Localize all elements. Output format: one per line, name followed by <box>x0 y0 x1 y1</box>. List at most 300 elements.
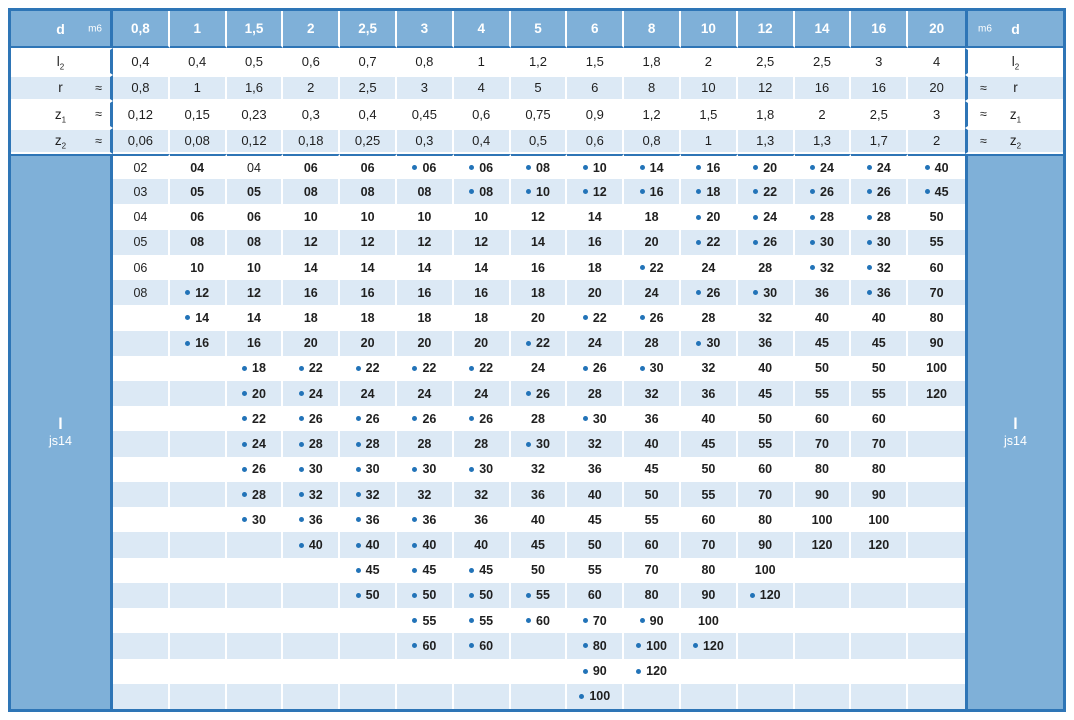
length-value-cell <box>908 482 965 507</box>
length-value-cell: 90 <box>681 583 738 608</box>
length-value-cell: 26 <box>567 356 624 381</box>
diameter-header-cell: 16 <box>851 11 908 48</box>
length-value-cell <box>170 406 227 431</box>
length-value-cell: 32 <box>454 482 511 507</box>
length-value-cell: 10 <box>227 255 284 280</box>
dot-marker <box>242 492 247 497</box>
dot-marker <box>867 240 872 245</box>
spec-value-cell: 1 <box>681 128 738 155</box>
length-value-cell: 40 <box>340 532 397 557</box>
length-value-cell: 28 <box>567 381 624 406</box>
length-value-cell <box>795 608 852 633</box>
dot-marker <box>696 341 701 346</box>
dot-marker <box>696 189 701 194</box>
length-value-cell <box>170 558 227 583</box>
diameter-header-cell: 14 <box>795 11 852 48</box>
length-value-cell <box>113 507 170 532</box>
length-value-cell: 20 <box>454 331 511 356</box>
length-value-cell: 26 <box>795 179 852 204</box>
length-value-cell <box>681 684 738 709</box>
length-value-cell: 32 <box>340 482 397 507</box>
length-value-cell <box>851 684 908 709</box>
dot-marker <box>753 240 758 245</box>
length-value-cell <box>851 583 908 608</box>
dot-marker <box>469 618 474 623</box>
dot-marker <box>526 593 531 598</box>
length-value-cell: 55 <box>795 381 852 406</box>
dot-marker <box>242 517 247 522</box>
length-value-cell <box>624 684 681 709</box>
spec-value-cell: 0,75 <box>511 101 568 128</box>
spec-value-cell: 0,3 <box>283 101 340 128</box>
length-value-cell <box>738 633 795 658</box>
length-value-cell <box>170 684 227 709</box>
length-value-cell: 55 <box>738 431 795 456</box>
length-value-cell <box>227 608 284 633</box>
dot-marker <box>412 568 417 573</box>
length-value-cell <box>283 633 340 658</box>
length-value-cell: 45 <box>795 331 852 356</box>
dot-marker <box>867 265 872 270</box>
length-value-cell: 14 <box>227 305 284 330</box>
length-value-cell: 28 <box>511 406 568 431</box>
length-value-cell <box>113 305 170 330</box>
length-value-cell: 40 <box>397 532 454 557</box>
length-value-cell: 36 <box>567 457 624 482</box>
dot-marker <box>583 618 588 623</box>
length-value-cell: 16 <box>567 230 624 255</box>
spec-value-cell: 1,8 <box>738 101 795 128</box>
length-value-cell: 14 <box>624 154 681 179</box>
length-value-cell: 18 <box>340 305 397 330</box>
length-value-cell: 14 <box>283 255 340 280</box>
length-value-cell: 40 <box>851 305 908 330</box>
length-value-cell <box>795 659 852 684</box>
length-value-cell <box>908 608 965 633</box>
length-value-cell: 50 <box>397 583 454 608</box>
length-value-cell: 16 <box>624 179 681 204</box>
length-value-cell <box>283 684 340 709</box>
length-value-cell: 40 <box>567 482 624 507</box>
length-value-cell: 60 <box>397 633 454 658</box>
dot-marker <box>356 568 361 573</box>
approx-symbol: ≈ <box>979 80 987 95</box>
dot-marker <box>693 643 698 648</box>
length-value-cell <box>227 633 284 658</box>
diameter-header-cell: 20 <box>908 11 965 48</box>
length-value-cell: 36 <box>851 280 908 305</box>
length-value-cell: 14 <box>340 255 397 280</box>
approx-symbol: ≈ <box>979 133 987 148</box>
length-value-cell: 30 <box>567 406 624 431</box>
dot-marker <box>696 290 701 295</box>
length-value-cell <box>113 406 170 431</box>
length-value-cell: 100 <box>851 507 908 532</box>
length-value-cell <box>340 608 397 633</box>
length-value-cell: 24 <box>681 255 738 280</box>
spec-value-cell: 0,9 <box>567 101 624 128</box>
dot-marker <box>583 366 588 371</box>
length-value-cell: 10 <box>283 204 340 229</box>
dot-marker <box>412 416 417 421</box>
length-value-cell: 14 <box>567 204 624 229</box>
dot-marker <box>526 442 531 447</box>
diameter-header-cell: 3 <box>397 11 454 48</box>
length-value-cell <box>170 482 227 507</box>
length-value-cell: 06 <box>170 204 227 229</box>
length-value-cell <box>511 659 568 684</box>
length-value-cell: 06 <box>113 255 170 280</box>
length-value-cell: 90 <box>851 482 908 507</box>
spec-value-cell: 8 <box>624 75 681 102</box>
length-value-cell: 60 <box>454 633 511 658</box>
spec-value-cell: 0,8 <box>397 48 454 75</box>
dot-marker <box>469 189 474 194</box>
length-value-cell: 80 <box>681 558 738 583</box>
diameter-header-cell: 0,8 <box>113 11 170 48</box>
dot-marker <box>640 165 645 170</box>
length-value-cell: 70 <box>908 280 965 305</box>
fit-label: m6 <box>88 23 102 34</box>
length-value-cell <box>113 558 170 583</box>
length-value-cell: 24 <box>567 331 624 356</box>
length-value-cell: 28 <box>340 431 397 456</box>
length-value-cell: 40 <box>624 431 681 456</box>
length-value-cell: 06 <box>340 154 397 179</box>
length-value-cell: 22 <box>681 230 738 255</box>
length-value-cell: 60 <box>851 406 908 431</box>
spec-symbol: $z_2$ <box>1009 133 1022 151</box>
length-value-cell: 18 <box>511 280 568 305</box>
length-value-cell: 26 <box>511 381 568 406</box>
length-value-cell: 50 <box>908 204 965 229</box>
dot-marker <box>583 416 588 421</box>
dot-marker <box>412 165 417 170</box>
length-value-cell <box>227 684 284 709</box>
dot-marker <box>925 165 930 170</box>
length-value-cell: 32 <box>738 305 795 330</box>
dot-marker <box>526 341 531 346</box>
length-value-cell: 20 <box>227 381 284 406</box>
length-value-cell: 24 <box>795 154 852 179</box>
length-value-cell: 16 <box>397 280 454 305</box>
length-value-cell: 22 <box>340 356 397 381</box>
length-value-cell <box>170 532 227 557</box>
length-value-cell: 20 <box>511 305 568 330</box>
dot-marker <box>469 593 474 598</box>
dot-marker <box>583 643 588 648</box>
length-value-cell: 28 <box>283 431 340 456</box>
dot-marker <box>299 416 304 421</box>
dot-marker <box>185 315 190 320</box>
length-value-cell <box>170 457 227 482</box>
dot-marker <box>753 189 758 194</box>
spec-value-cell: 1,2 <box>624 101 681 128</box>
length-value-cell: 26 <box>397 406 454 431</box>
length-value-cell: 80 <box>624 583 681 608</box>
dot-marker <box>640 618 645 623</box>
length-value-cell: 32 <box>511 457 568 482</box>
length-value-cell: 36 <box>397 507 454 532</box>
length-value-cell: 50 <box>851 356 908 381</box>
length-value-cell: 26 <box>681 280 738 305</box>
length-value-cell: 40 <box>454 532 511 557</box>
length-value-cell: 20 <box>397 331 454 356</box>
diameter-header-cell: 5 <box>511 11 568 48</box>
length-value-cell: 12 <box>454 230 511 255</box>
length-value-cell: 32 <box>397 482 454 507</box>
diameter-header-cell: 1,5 <box>227 11 284 48</box>
length-value-cell: 28 <box>851 204 908 229</box>
spec-value-cell: 2 <box>795 101 852 128</box>
length-value-cell <box>283 583 340 608</box>
length-value-cell: 60 <box>511 608 568 633</box>
length-value-cell <box>851 608 908 633</box>
length-value-cell: 100 <box>624 633 681 658</box>
spec-value-cell: 0,4 <box>113 48 170 75</box>
dot-marker <box>583 315 588 320</box>
dot-marker <box>299 366 304 371</box>
length-value-cell: 22 <box>511 331 568 356</box>
diameter-header-cell: 6 <box>567 11 624 48</box>
dot-marker <box>185 341 190 346</box>
length-value-cell: 18 <box>454 305 511 330</box>
length-value-cell: 30 <box>511 431 568 456</box>
length-value-cell: 40 <box>681 406 738 431</box>
length-value-cell: 04 <box>227 154 284 179</box>
length-value-cell: 26 <box>454 406 511 431</box>
length-value-cell: 16 <box>454 280 511 305</box>
dot-marker <box>185 290 190 295</box>
dot-marker <box>750 593 755 598</box>
dot-marker <box>299 391 304 396</box>
spec-row-label-left <box>11 128 113 155</box>
length-value-cell <box>113 583 170 608</box>
length-value-cell: 32 <box>681 356 738 381</box>
dot-marker <box>810 165 815 170</box>
length-value-cell <box>738 608 795 633</box>
length-value-cell: 08 <box>454 179 511 204</box>
spec-value-cell: 0,4 <box>170 48 227 75</box>
length-value-cell: 06 <box>283 154 340 179</box>
length-value-cell: 08 <box>397 179 454 204</box>
length-value-cell: 12 <box>511 204 568 229</box>
length-value-cell: 45 <box>340 558 397 583</box>
length-value-cell: 12 <box>283 230 340 255</box>
dot-marker <box>696 215 701 220</box>
length-value-cell: 28 <box>795 204 852 229</box>
size-header-left <box>11 11 113 48</box>
diameter-header-cell: 12 <box>738 11 795 48</box>
length-value-cell <box>908 406 965 431</box>
length-value-cell <box>454 684 511 709</box>
length-value-cell <box>851 659 908 684</box>
spec-value-cell: 1 <box>454 48 511 75</box>
dot-marker <box>356 467 361 472</box>
length-value-cell: 36 <box>624 406 681 431</box>
length-value-cell <box>908 583 965 608</box>
spec-row-label-right <box>965 128 1063 155</box>
length-value-cell: 70 <box>567 608 624 633</box>
spec-symbol: $l_2$ <box>1011 53 1020 72</box>
spec-value-cell: 1,6 <box>227 75 284 102</box>
dot-marker <box>753 290 758 295</box>
spec-value-cell: 2 <box>908 128 965 155</box>
length-value-cell: 24 <box>511 356 568 381</box>
length-value-cell: 36 <box>454 507 511 532</box>
dot-marker <box>356 442 361 447</box>
length-value-cell: 18 <box>567 255 624 280</box>
length-value-cell: 45 <box>511 532 568 557</box>
length-value-cell <box>283 558 340 583</box>
length-value-cell: 60 <box>908 255 965 280</box>
length-value-cell: 45 <box>567 507 624 532</box>
length-value-cell: 55 <box>908 230 965 255</box>
length-value-cell: 10 <box>567 154 624 179</box>
length-value-cell: 26 <box>340 406 397 431</box>
length-value-cell: 80 <box>908 305 965 330</box>
length-value-cell: 28 <box>454 431 511 456</box>
length-value-cell: 120 <box>738 583 795 608</box>
length-value-cell: 100 <box>681 608 738 633</box>
dot-marker <box>579 694 584 699</box>
length-value-cell: 70 <box>624 558 681 583</box>
length-value-cell: 30 <box>397 457 454 482</box>
dot-marker <box>867 165 872 170</box>
length-value-cell: 50 <box>567 532 624 557</box>
length-value-cell: 45 <box>851 331 908 356</box>
length-value-cell: 60 <box>567 583 624 608</box>
dot-marker <box>696 240 701 245</box>
dot-marker <box>242 442 247 447</box>
length-value-cell: 06 <box>227 204 284 229</box>
spec-value-cell: 1,8 <box>624 48 681 75</box>
length-value-cell <box>113 457 170 482</box>
length-value-cell: 24 <box>397 381 454 406</box>
spec-value-cell: 1,7 <box>851 128 908 155</box>
approx-symbol: ≈ <box>979 107 987 122</box>
length-value-cell: 10 <box>170 255 227 280</box>
length-value-cell: 22 <box>454 356 511 381</box>
dot-marker <box>469 643 474 648</box>
length-value-cell: 10 <box>511 179 568 204</box>
dot-marker <box>810 265 815 270</box>
length-value-cell <box>340 684 397 709</box>
dot-marker <box>526 189 531 194</box>
spec-value-cell: 0,25 <box>340 128 397 155</box>
length-value-cell: 45 <box>624 457 681 482</box>
spec-value-cell: 4 <box>454 75 511 102</box>
dot-marker <box>242 416 247 421</box>
length-value-cell <box>113 532 170 557</box>
dot-marker <box>640 265 645 270</box>
spec-symbol: $z_1$ <box>1009 106 1022 125</box>
spec-value-cell: 0,06 <box>113 128 170 155</box>
dot-marker <box>636 669 641 674</box>
length-panel-left <box>11 154 113 709</box>
dot-marker <box>583 669 588 674</box>
length-value-cell: 28 <box>624 331 681 356</box>
spec-value-cell: 16 <box>795 75 852 102</box>
dot-marker <box>299 517 304 522</box>
spec-value-cell: 20 <box>908 75 965 102</box>
fit-label: m6 <box>977 23 992 34</box>
spec-symbol: $z_1$ <box>54 106 67 125</box>
size-label: d <box>1011 20 1020 37</box>
dot-marker <box>412 618 417 623</box>
spec-row-label-left <box>11 101 113 128</box>
length-value-cell: 50 <box>624 482 681 507</box>
dimension-table-grid <box>11 11 1063 709</box>
length-value-cell: 36 <box>511 482 568 507</box>
length-value-cell <box>113 684 170 709</box>
length-value-cell: 55 <box>851 381 908 406</box>
length-panel-right <box>965 154 1063 709</box>
length-value-cell: 32 <box>567 431 624 456</box>
length-value-cell <box>908 507 965 532</box>
length-value-cell: 14 <box>170 305 227 330</box>
length-value-cell: 80 <box>851 457 908 482</box>
length-value-cell <box>113 356 170 381</box>
approx-symbol: ≈ <box>95 107 102 122</box>
spec-value-cell: 0,6 <box>283 48 340 75</box>
length-value-cell <box>170 608 227 633</box>
length-value-cell: 30 <box>851 230 908 255</box>
length-value-cell: 26 <box>227 457 284 482</box>
spec-value-cell: 0,4 <box>340 101 397 128</box>
length-value-cell: 50 <box>795 356 852 381</box>
length-value-cell: 70 <box>795 431 852 456</box>
length-value-cell: 18 <box>397 305 454 330</box>
length-value-cell: 28 <box>227 482 284 507</box>
spec-value-cell: 6 <box>567 75 624 102</box>
approx-symbol: ≈ <box>95 80 102 95</box>
length-value-cell <box>908 659 965 684</box>
length-value-cell: 120 <box>624 659 681 684</box>
length-value-cell: 18 <box>283 305 340 330</box>
dimension-table <box>8 8 1066 712</box>
dot-marker <box>867 215 872 220</box>
dot-marker <box>356 593 361 598</box>
spec-value-cell: 0,8 <box>624 128 681 155</box>
length-value-cell: 16 <box>170 331 227 356</box>
spec-value-cell: 1,3 <box>795 128 852 155</box>
dot-marker <box>867 290 872 295</box>
dot-marker <box>412 517 417 522</box>
spec-value-cell: 0,08 <box>170 128 227 155</box>
spec-value-cell: 0,3 <box>397 128 454 155</box>
length-value-cell: 20 <box>283 331 340 356</box>
length-value-cell: 45 <box>397 558 454 583</box>
length-value-cell: 22 <box>283 356 340 381</box>
dot-marker <box>526 618 531 623</box>
length-value-cell: 120 <box>795 532 852 557</box>
length-value-cell: 60 <box>738 457 795 482</box>
length-value-cell: 70 <box>738 482 795 507</box>
length-value-cell <box>227 532 284 557</box>
length-value-cell <box>170 356 227 381</box>
length-value-cell: 16 <box>340 280 397 305</box>
spec-value-cell: 2,5 <box>795 48 852 75</box>
length-value-cell: 04 <box>113 204 170 229</box>
length-value-cell: 45 <box>454 558 511 583</box>
length-value-cell: 08 <box>113 280 170 305</box>
dot-marker <box>469 165 474 170</box>
dot-marker <box>412 467 417 472</box>
length-value-cell: 24 <box>624 280 681 305</box>
dot-marker <box>242 467 247 472</box>
spec-value-cell: 0,8 <box>113 75 170 102</box>
